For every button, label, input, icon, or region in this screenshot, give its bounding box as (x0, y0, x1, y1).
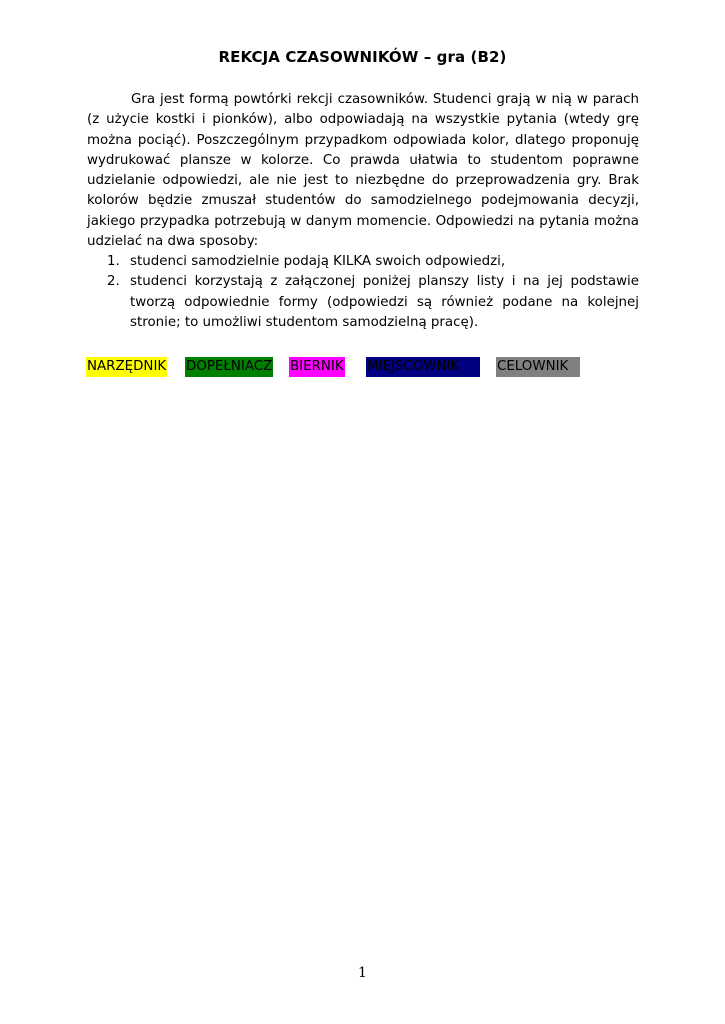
case-label-narzednik: NARZĘDNIK (86, 357, 167, 377)
page-number: 1 (358, 965, 367, 981)
case-label-biernik: BIERNIK (289, 357, 345, 377)
list-item-number: 1. (107, 254, 120, 269)
list-item-text: studenci samodzielnie podają KILKA swoich odpowiedzi, (130, 254, 506, 269)
case-label-celownik: CELOWNIK (496, 357, 580, 377)
page-title: REKCJA CZASOWNIKÓW – gra (B2) (218, 48, 507, 66)
case-label-dopelniacz: DOPEŁNIACZ (185, 357, 273, 377)
list-item-number: 2. (107, 274, 120, 290)
list-item (87, 272, 639, 333)
answer-methods-list (87, 252, 639, 333)
list-item-text: studenci korzystają z załączonej poniżej planszy listy i na jej podstawie tworzą odpowiednie formy (odpowiedzi są również podane na kolejnej stronie; to umożliwi studentom samodzielną pracę). (130, 274, 639, 330)
intro-paragraph: Gra jest formą powtórki rekcji czasowników. Studenci grają w nią w parach (z użycie kostki i pionków), albo odpowiadają na wszystkie pytania (wtedy grę można pociąć). Poszczególnym przypadkom odpowiada kolor, dlatego proponuję wydrukować plansze w kolorze. Co prawda ułatwia to studentom poprawne udzielanie odpowiedzi, ale nie jest to niezbędne do przeprowadzenia gry. Brak kolorów będzie zmuszał studentów do samodzielnego podejmowania decyzji, jakiego przypadka potrzebują w danym momencie. Odpowiedzi na pytania można udzielać na dwa sposoby: (87, 92, 639, 250)
list-item (87, 252, 639, 272)
case-label-miejscownik: MIEJSCOWNIK (366, 357, 480, 377)
